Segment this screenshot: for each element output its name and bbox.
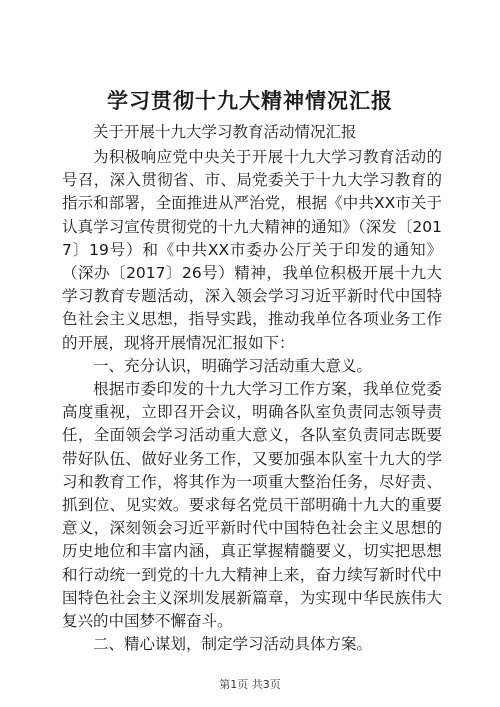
- section-heading-2: 二、精心谋划，制定学习活动具体方案。: [93, 635, 373, 654]
- section-heading-1: 一、充分认识，明确学习活动重大意义。: [93, 356, 373, 375]
- page-number: 第1页 共3页: [219, 678, 281, 691]
- paragraph-section-1: 根据市委印发的十九大学习工作方案，我单位党委高度重视，立即召开会议，明确各队室负责同志领导责任，全面领会学习活动重大意义，各队室负责同志既要带好队伍、做好业务工作，又要加强本队室十九大的学习和教育工作，将其作为一项重大整治任务，尽好责、抓到位、见实效。要求每名党员干部明确十九大的重要意义，深刻领会习近平新时代中国特色社会主义思想的历史地位和丰富内涵，真正掌握精髓要义，切实把思想和行动统一到党的十九大精神上来，奋力续写新时代中国特色社会主义深圳发展新篇章，为实现中华民族伟大复兴的中国梦不懈奋斗。: [62, 380, 442, 631]
- document-title: 学习贯彻十九大精神情况汇报: [107, 89, 393, 113]
- document-subtitle: 关于开展十九大学习教育活动情况汇报: [93, 123, 357, 141]
- paragraph-intro: 为积极响应党中央关于开展十九大学习教育活动的号召，深入贯彻省、市、局党委关于十九大学习教育的指示和部署，全面推进从严治党，根据《中共XX市关于认真学习宣传贯彻党的十九大精神的通知》（深发〔2017〕19号）和《中共XX市委办公厅关于印发的通知》（深办〔2017〕26号）精神，我单位积极开展十九大学习教育专题活动，深入领会学习习近平新时代中国特色社会主义思想，指导实践，推动我单位各项业务工作的开展，现将开展情况汇报如下：: [62, 148, 442, 352]
- document-body: [62, 146, 442, 656]
